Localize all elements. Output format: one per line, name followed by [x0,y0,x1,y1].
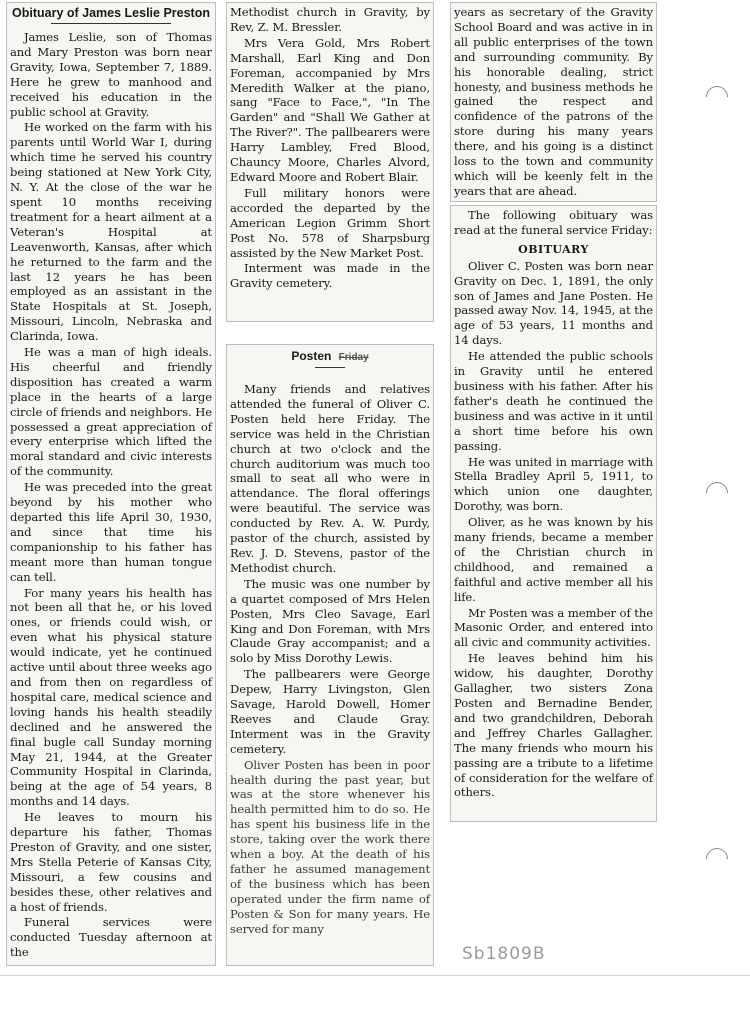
posten-continued-body [451,3,656,202]
paragraph: He was preceded into the great beyond by his mother who departed this life April 30, 1930, and since that time his companionship to his father has meant more than human tongue can tell. [10,480,212,584]
paragraph: Mr Posten was a member of the Masonic Order, and entered into all civic and community activities. [454,605,653,650]
handwritten-annotation: Sb1809B [462,944,546,964]
paragraph: Methodist church in Gravity, by Rev, Z. M. Bressler. [230,5,430,34]
obituary-preston-title: Obituary of James Leslie Preston [12,6,210,20]
paragraph: Interment was made in the Gravity cemetery. [230,261,430,291]
binder-hole-mark-top [701,81,732,112]
paragraph: He was united in marriage with Stella Bradley April 5, 1911, to which union one daughter, Dorothy, was born. [454,454,653,514]
continued-body [227,3,433,294]
posten-title-struck: Friday [338,352,369,363]
paragraph: Many friends and relatives attended the funeral of Oliver C. Posten held here Friday. The service was held in the Christian church at two o'clock and the church auditorium was much too small to seat all who were in attendance. The floral offerings were beautiful. The service was conducted by Rev. A. W. Purdy, pastor of the church, assisted by Rev. J. D. Stevens, pastor of the Methodist church. [230,382,430,575]
paragraph: Oliver, as he was known by his many friends, became a member of the Christian church in childhood, and remained a faithful and active member all his life. [454,515,653,604]
obituary-heading: OBITUARY [518,242,589,256]
title-rule [315,367,345,368]
title-rule [51,23,171,24]
posten-continued-clipping [450,2,657,202]
paragraph: Funeral services were conducted Tuesday afternoon at the [10,915,212,960]
paragraph: Oliver C. Posten was born near Gravity on Dec. 1, 1891, the only son of James and Jane Posten. He passed away Nov. 14, 1945, at the age of 53 years, 11 months and 14 days. [454,258,653,348]
paragraph: He leaves behind him his widow, his daughter, Dorothy Gallagher, two sisters Zona Posten and Bernadine Bender, and two grandchildren, Deborah and Jeffrey Charles Gallagher. The many friends who mourn his passing are a tribute to a lifetime of consideration for the welfare of others. [454,651,653,800]
obituary-preston-body [7,30,215,960]
binder-hole-mark-middle [701,477,732,508]
binder-hole-mark-bottom [701,843,732,874]
obituary-preston-continued-clipping [226,2,434,322]
paragraph: Mrs Vera Gold, Mrs Robert Marshall, Earl King and Don Foreman, accompanied by Mrs Meredith Walker at the piano, sang "Face to Face,", "In The Garden" and "Shall We Gather at The River?". The pallbearers were Harry Lambley, Fred Blood, Chauncy Moore, Charles Alvord, Edward Moore and Robert Blair. [230,35,430,184]
paragraph: He worked on the farm with his parents until World War I, during which time he served his country being stationed at New York City, N. Y. At the close of the war he spent 10 months receiving treatment for a heart ailment at a Veteran's Hospital at Leavenworth, Kansas, after which he returned to the farm and the last 12 years he has been employed as an assistant in the State Hospitals at St. Joseph, Missouri, Lincoln, Nebraska and Clarinda, Iowa. [10,120,212,344]
posten-body [227,382,433,937]
obituary-preston-clipping [6,2,216,966]
paragraph: The pallbearers were George Depew, Harry Livingston, Glen Savage, Harold Dowell, Homer Reeves and Claude Gray. Interment was in the Gravity cemetery. [230,667,430,756]
posten-title-text: Posten [291,349,332,363]
paragraph: Oliver Posten has been in poor health during the past year, but was at the store whenever his health permitted him to do so. He has spent his business life in the store, taking over the work there when a boy. At the death of his father he assumed management of the business which has been operated under the firm name of Posten & Son for many years. He served for many [230,757,430,936]
posten-obituary-body [451,206,656,803]
obituary-intro: The following obituary was read at the funeral service Friday: [454,208,653,237]
paragraph: He was a man of high ideals. His cheerful and friendly disposition has created a warm place in the hearts of a large circle of friends and neighbors. He possessed a great appreciation of every enterprise which lifted the moral standard and civic interests of the community. [10,345,212,479]
paragraph: The music was one number by a quartet composed of Mrs Helen Posten, Mrs Cleo Savage, Earl King and Don Foreman, with Mrs Claude Gray accompanist; and a solo by Miss Dorothy Lewis. [230,576,430,666]
paragraph: years as secretary of the Gravity School Board and was active in in all public enterprises of the town and surrounding community. By his honorable dealing, strict honesty, and business methods he gained the respect and confidence of the patrons of the store during his many years there, and his going is a distinct loss to the town and community which will be keenly felt in the years that are ahead. [454,5,653,198]
posten-title [227,345,433,364]
posten-funeral-clipping [226,344,434,966]
paragraph: He leaves to mourn his departure his father, Thomas Preston of Gravity, and one sister, Mrs Stella Peterie of Kansas City, Missouri, a few cousins and besides these, other relatives and a host of friends. [10,810,212,914]
paragraph: For many years his health has not been all that he, or his loved ones, or friends could wish, or even what his physical stature would indicate, yet he continued active until about three weeks ago and from then on regardless of hospital care, medical science and loving hands his health steadily declined and he answered the final bugle call Sunday morning May 21, 1944, at the Greater Community Hospital in Clarinda, being at the age of 54 years, 8 months and 14 days. [10,585,212,809]
paragraph: He attended the public schools in Gravity until he entered business with his father. After his father's death he continued the business and was active in it until a short time before his own passing. [454,349,653,453]
posten-obituary-clipping [450,205,657,822]
paragraph: James Leslie, son of Thomas and Mary Preston was born near Gravity, Iowa, September 7, 1889. Here he grew to manhood and received his education in the public school at Gravity. [10,30,212,119]
page-bottom-edge [0,975,750,976]
paragraph: Full military honors were accorded the departed by the American Legion Grimm Short Post No. 578 of Sharpsburg assisted by the New Market Post. [230,185,430,260]
